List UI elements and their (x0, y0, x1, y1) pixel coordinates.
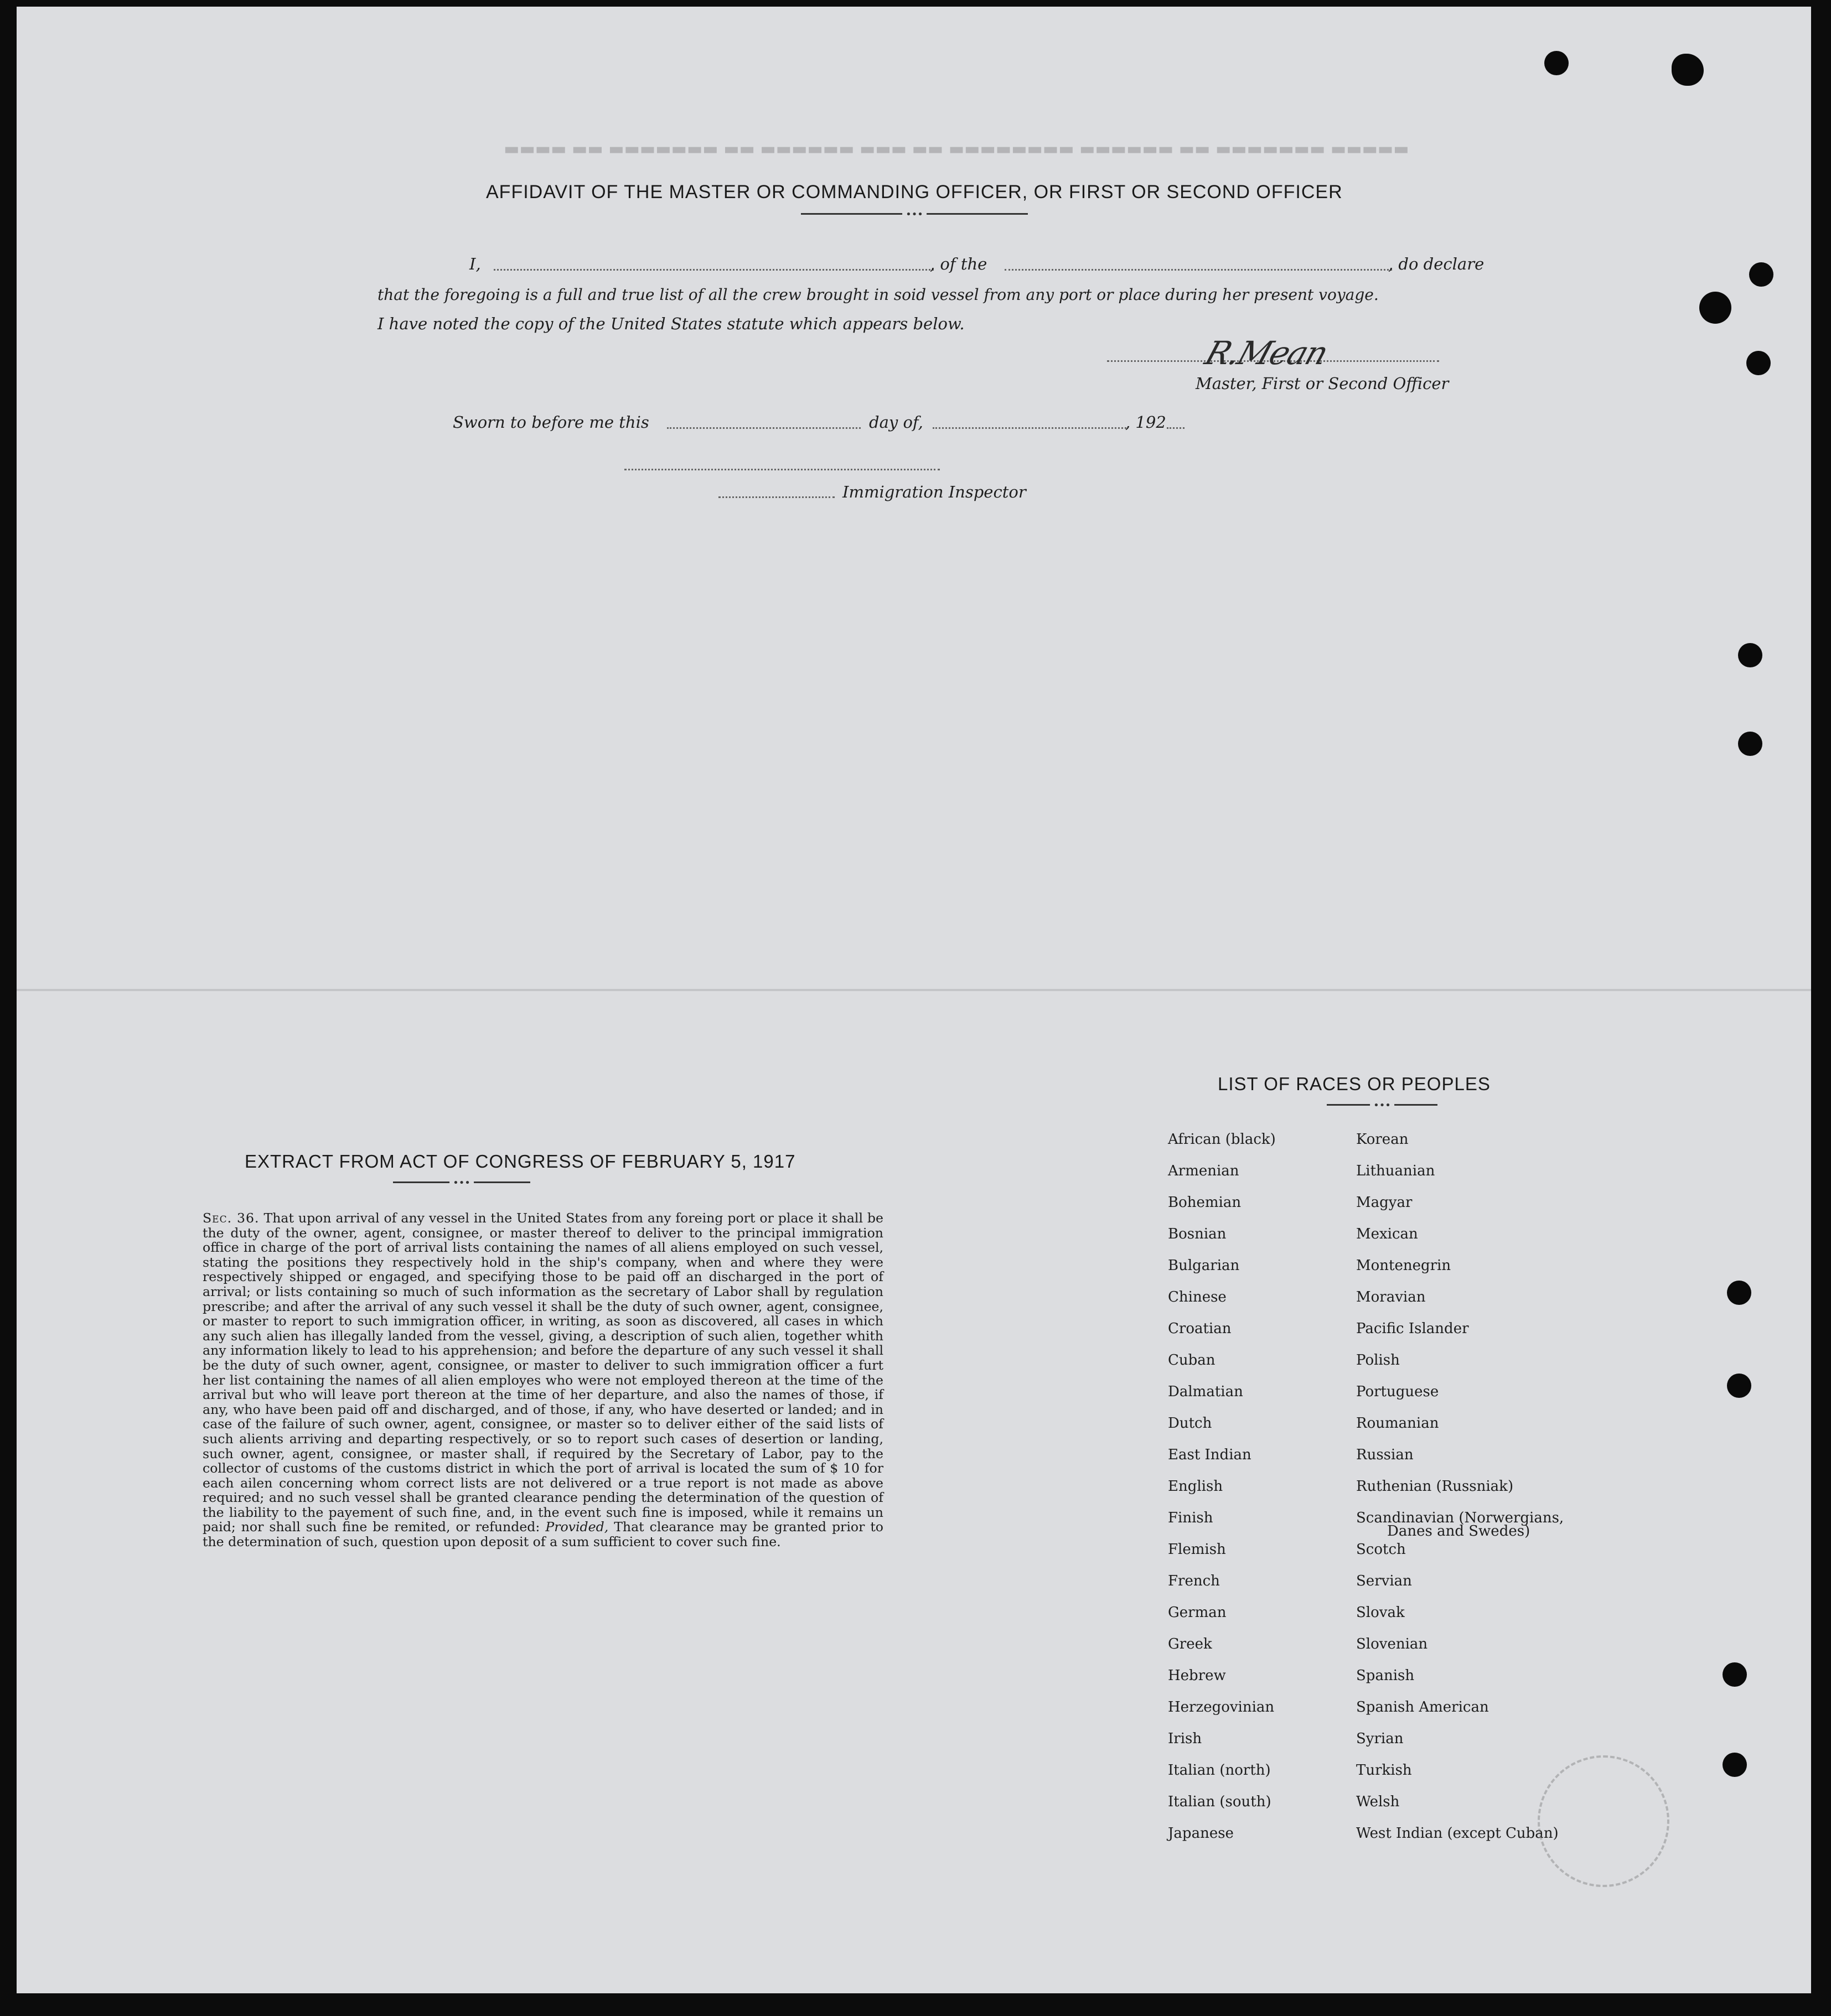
race-item: East Indian (1168, 1447, 1251, 1463)
extract-title-rule: ••• (393, 1181, 530, 1183)
race-item: Moravian (1356, 1289, 1426, 1305)
punch-hole (1727, 1281, 1751, 1305)
race-item: Chinese (1168, 1289, 1227, 1305)
race-item: Finish (1168, 1510, 1213, 1526)
sworn-label: Sworn to before me this (453, 413, 649, 432)
race-item: English (1168, 1478, 1223, 1495)
section-text: That upon arrival of any vessel in the United States from any foreing port or place it shall be the duty of the owner, agent, consignee, or master thereof to deliver to the principal immigration office in charge of the port of arrival lists containing the names of all aliens employed on such vessel, stating the positions they respectively hold in the ship's company, when and where they were respectively shipped or engaged, and specifying those to be paid off an discharged in the port of arrival; or lists containing so much of such information as the secretary of Labor shall by regulation prescribe; and after the arrival of any such vessel it shall be the duty of such owner, agent, consignee, or master to report to such immigration officer, in writing, as soon as discovered, all cases in which any such alien has illegally landed from the vessel, giving, a description of such alien, together whith any information likely to lead to his apprehension; and before the departure of any such vessel it shall be the duty of such owner, agent, consignee, or master to deliver to such immigration officer a furt her list containing the names of all alien employes who were not employed thereon at the time of the arrival but who will leave port thereon at the time of her departure, and also the names of those, if any, who have been paid off and discharged, and of those, if any, who have deserted or landed; and in case of the failure of such owner, agent, consignee, or master so to deliver either of the said lists of such alients arriving and departing respectively, or so to report such cases of desertion or landing, such owner, agent, consignee, or master shall, if required by the Secretary of Labor, pay to the collector of customs of the customs district in which the port of arrival is located the sum of $ 10 for each ailen concerning whom correct lists are not delivered or a true report is not made as above required; and no such vessel shall be granted clearance pending the determination of the question of the liability to the payement of such fine, and, in the event such fine is imposed, while it remains un paid; nor shall such fine be remited, or refunded: (203, 1210, 883, 1535)
race-item: Bulgarian (1168, 1257, 1240, 1274)
race-item: African (black) (1168, 1131, 1276, 1148)
inspector-line-upper (624, 469, 940, 470)
race-item: Ruthenian (Russniak) (1356, 1478, 1514, 1495)
punch-hole (1749, 262, 1773, 287)
race-item: Bohemian (1168, 1194, 1242, 1211)
section-text-end: That clearance may be granted prior to the determination of such, question upon deposit of a sum sufficient to cover such fine. (203, 1519, 883, 1550)
race-item-continuation: Danes and Swedes) (1387, 1523, 1530, 1540)
race-item: Servian (1356, 1573, 1412, 1589)
page-fold (17, 989, 1811, 991)
race-item: Flemish (1168, 1541, 1226, 1558)
affidavit-title-rule: ••• (801, 213, 1028, 215)
day-of-label: day of, (869, 413, 923, 432)
race-item: Lithuanian (1356, 1163, 1435, 1179)
affidavit-declare: , do declare (1388, 255, 1485, 273)
race-item: Italian (north) (1168, 1762, 1271, 1779)
race-item: French (1168, 1573, 1220, 1589)
year-label: , 192 (1125, 413, 1166, 432)
race-item: Magyar (1356, 1194, 1413, 1211)
race-item: Herzegovinian (1168, 1699, 1275, 1716)
sworn-date-blank (667, 427, 861, 429)
race-item: Japanese (1168, 1825, 1234, 1842)
section-label: Sec. 36. (203, 1210, 260, 1226)
race-item: Montenegrin (1356, 1257, 1451, 1274)
affidavit-line-3: I have noted the copy of the United States statute which appears below. (377, 314, 965, 333)
race-item: German (1168, 1604, 1227, 1621)
race-item: Scotch (1356, 1541, 1406, 1558)
extract-title: EXTRACT FROM ACT OF CONGRESS OF FEBRUARY 5, 1917 (245, 1151, 796, 1172)
act-section-36-text (203, 1211, 883, 1549)
bleed-through-text: ▬▬▬▬▬ ▬▬▬▬▬▬▬ ▬▬ ▬▬▬▬▬▬ ▬▬▬▬▬▬▬▬ ▬▬ ▬▬▬ ▬▬▬▬▬▬ ▬▬ ▬▬▬▬▬▬▬ ▬▬ ▬▬▬▬ (504, 139, 1409, 159)
name-blank (494, 269, 934, 271)
provided-word: Provided, (545, 1519, 609, 1535)
race-item: Roumanian (1356, 1415, 1439, 1432)
inspector-caption: Immigration Inspector (842, 483, 1026, 501)
punch-hole (1723, 1662, 1747, 1687)
race-item: Greek (1168, 1636, 1212, 1652)
race-item-scandinavian (1356, 1510, 1564, 1542)
punch-hole (1699, 292, 1731, 324)
races-title-rule: ••• (1327, 1104, 1437, 1106)
faint-stamp-seal (1538, 1755, 1669, 1887)
race-item: Spanish American (1356, 1699, 1489, 1716)
signature-caption: Master, First or Second Officer (1196, 374, 1449, 393)
race-item: Irish (1168, 1730, 1202, 1747)
race-item: Slovak (1356, 1604, 1405, 1621)
races-title: LIST OF RACES OR PEOPLES (1218, 1074, 1491, 1094)
race-item: Portuguese (1356, 1383, 1439, 1400)
race-item: Welsh (1356, 1794, 1400, 1810)
vessel-blank (1005, 269, 1392, 271)
inspector-line-lower (718, 496, 835, 498)
race-item: Dutch (1168, 1415, 1212, 1432)
document-page (17, 7, 1811, 1993)
race-item: Scandinavian (Norwergians, (1356, 1510, 1564, 1526)
race-item: West Indian (except Cuban) (1356, 1825, 1559, 1842)
punch-hole (1746, 351, 1771, 375)
race-item: Bosnian (1168, 1226, 1227, 1242)
race-item: Dalmatian (1168, 1383, 1243, 1400)
race-item: Mexican (1356, 1226, 1418, 1242)
race-item: Spanish (1356, 1667, 1415, 1684)
punch-hole (1544, 51, 1569, 75)
race-item: Syrian (1356, 1730, 1404, 1747)
race-item: Armenian (1168, 1163, 1239, 1179)
race-item: Slovenian (1356, 1636, 1428, 1652)
races-right-column (1356, 1132, 1564, 1857)
race-item: Cuban (1168, 1352, 1216, 1369)
race-item: Croatian (1168, 1320, 1232, 1337)
affidavit-line-2: that the foregoing is a full and true list of all the crew brought in soid vessel from any port or place during her present voyage. (377, 286, 1379, 304)
punch-hole (1672, 54, 1704, 86)
race-item: Pacific Islander (1356, 1320, 1469, 1337)
affidavit-i: I, (469, 255, 481, 273)
races-left-column (1168, 1132, 1276, 1857)
race-item: Russian (1356, 1447, 1414, 1463)
punch-hole (1738, 732, 1762, 756)
race-item: Italian (south) (1168, 1794, 1271, 1810)
punch-hole (1727, 1374, 1751, 1398)
race-item: Korean (1356, 1131, 1409, 1148)
punch-hole (1738, 643, 1762, 667)
punch-hole (1723, 1753, 1747, 1777)
year-blank (1167, 427, 1185, 429)
race-item: Hebrew (1168, 1667, 1226, 1684)
month-blank (933, 427, 1126, 429)
race-item: Polish (1356, 1352, 1400, 1369)
affidavit-title: AFFIDAVIT OF THE MASTER OR COMMANDING OFFICER, OR FIRST OR SECOND OFFICER (486, 182, 1343, 203)
race-item: Turkish (1356, 1762, 1412, 1779)
master-signature: R.Mean (1200, 334, 1332, 372)
affidavit-of-the: , of the (930, 255, 987, 273)
